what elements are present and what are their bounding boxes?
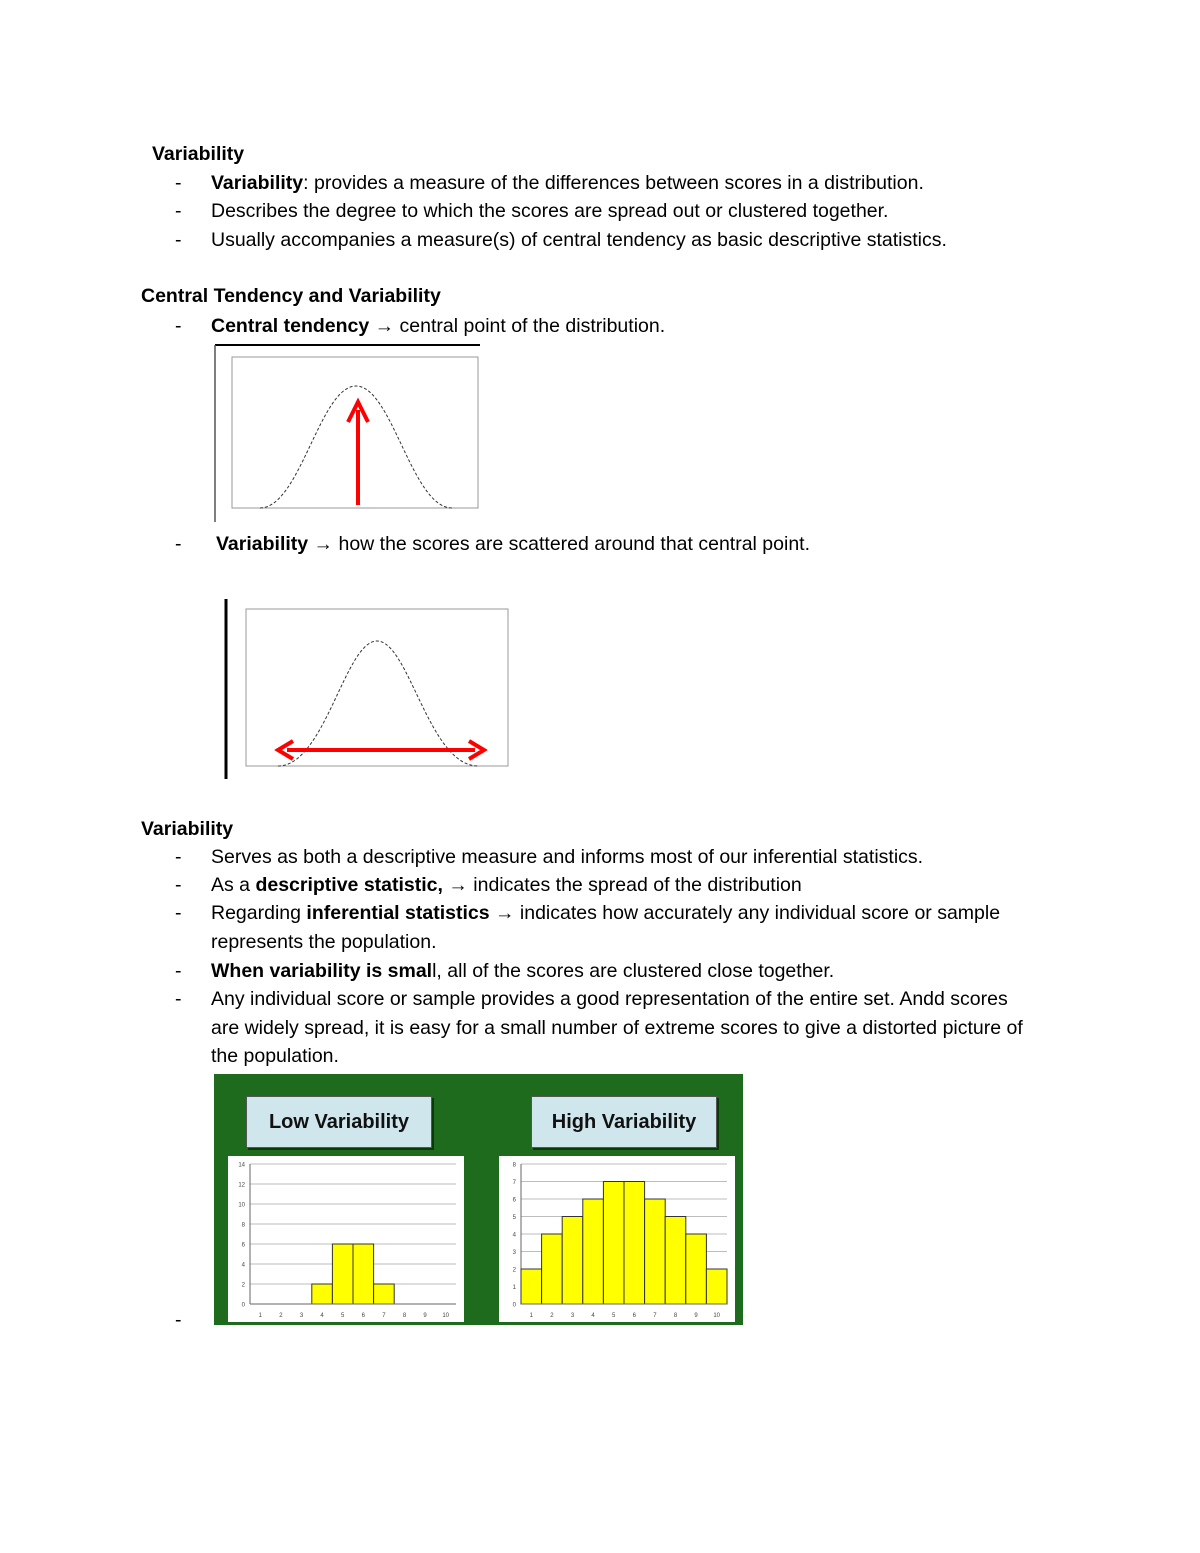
y-tick-label: 2 (241, 1282, 245, 1289)
variability-comparison-figure (214, 1074, 743, 1325)
x-tick-label: 10 (713, 1313, 721, 1319)
section-heading: Variability (152, 143, 245, 165)
x-tick-label: 6 (632, 1313, 636, 1319)
x-tick-label: 7 (653, 1313, 657, 1319)
list-item: Usually accompanies a measure(s) of central tendency as basic descriptive statistics. (211, 229, 947, 251)
y-tick-label: 2 (512, 1267, 516, 1274)
high-variability-label: High Variability (531, 1096, 717, 1148)
bar (542, 1234, 563, 1304)
section-heading: Variability (141, 818, 234, 840)
bar (353, 1244, 374, 1304)
x-tick-label: 9 (423, 1313, 427, 1319)
list-item: Any individual score or sample provides a good representation of the entire set. Andd scores are widely spread, it is easy for a small number of extreme scores to give a distorted picture of the population. (211, 988, 1023, 1067)
y-tick-label: 8 (512, 1162, 516, 1169)
bullet-dash: - (175, 988, 182, 1010)
bullet-dash: - (175, 960, 182, 982)
bar (624, 1182, 645, 1305)
x-tick-label: 5 (612, 1313, 616, 1319)
x-tick-label: 4 (591, 1313, 595, 1319)
y-tick-label: 0 (512, 1302, 516, 1309)
list-item (211, 959, 834, 983)
x-tick-label: 10 (442, 1313, 450, 1319)
y-tick-label: 8 (241, 1222, 245, 1229)
bullet-dash: - (175, 874, 182, 896)
y-tick-label: 10 (238, 1202, 245, 1209)
definition: l, all of the scores are clustered close together. (432, 960, 835, 982)
y-tick-label: 6 (241, 1242, 245, 1249)
prefix: As a (211, 874, 256, 896)
bullet-dash: - (175, 229, 182, 251)
bullet-dash: - (175, 315, 182, 337)
x-tick-label: 2 (550, 1313, 554, 1319)
low-variability-chart (228, 1156, 464, 1322)
y-tick-label: 12 (238, 1182, 245, 1189)
y-tick-label: 7 (512, 1180, 516, 1186)
bar (645, 1199, 666, 1304)
prefix: Regarding (211, 902, 307, 924)
bullet-dash: - (175, 846, 182, 868)
definition: → indicates the spread of the distribution (442, 874, 802, 896)
low-variability-label: Low Variability (246, 1096, 432, 1148)
list-item (211, 873, 802, 897)
y-tick-label: 1 (512, 1285, 516, 1291)
bullet-dash: - (175, 172, 182, 194)
bullet-dash: - (175, 1309, 182, 1331)
list-item: Describes the degree to which the scores are spread out or clustered together. (211, 200, 889, 222)
x-tick-label: 2 (279, 1313, 283, 1319)
term: Variability (216, 533, 309, 555)
y-tick-label: 6 (512, 1197, 516, 1204)
list-item: Serves as both a descriptive measure and informs most of our inferential statistics. (211, 846, 924, 868)
bar (665, 1217, 686, 1305)
bar (374, 1284, 395, 1304)
x-tick-label: 8 (402, 1313, 407, 1319)
list-item (211, 314, 665, 338)
bar (706, 1269, 727, 1304)
bullet-dash: - (175, 533, 182, 555)
bullet-dash: - (175, 902, 182, 924)
x-tick-label: 1 (258, 1313, 262, 1319)
y-tick-label: 4 (241, 1262, 245, 1269)
y-tick-label: 3 (512, 1250, 516, 1256)
definition: → how the scores are scattered around that central point. (308, 533, 810, 555)
definition: → indicates how accurately any individual score or sample represents the population. (211, 902, 1001, 953)
x-tick-label: 3 (570, 1313, 575, 1319)
y-tick-label: 14 (238, 1162, 245, 1169)
term: descriptive statistic, (255, 874, 443, 896)
term: inferential statistics (306, 902, 490, 924)
bar (686, 1234, 707, 1304)
x-tick-label: 9 (694, 1313, 698, 1319)
x-tick-label: 3 (299, 1313, 304, 1319)
x-tick-label: 5 (341, 1313, 345, 1319)
definition: : provides a measure of the differences between scores in a distribution. (303, 172, 924, 194)
high-variability-chart (499, 1156, 735, 1322)
section-heading: Central Tendency and Variability (141, 285, 441, 307)
variability-figure (220, 595, 515, 785)
definition: → central point of the distribution. (369, 315, 666, 337)
term: Central tendency (211, 315, 370, 337)
term: Variability (211, 172, 304, 194)
bullet-dash: - (175, 200, 182, 222)
bar (312, 1284, 333, 1304)
x-tick-label: 4 (320, 1313, 324, 1319)
bar (521, 1269, 542, 1304)
y-tick-label: 5 (512, 1215, 516, 1221)
central-tendency-figure (210, 340, 490, 530)
x-tick-label: 1 (529, 1313, 533, 1319)
term: When variability is smal (211, 960, 433, 982)
x-tick-label: 6 (361, 1313, 365, 1319)
y-tick-label: 0 (241, 1302, 245, 1309)
list-item (216, 532, 810, 556)
x-tick-label: 8 (673, 1313, 678, 1319)
bar (562, 1217, 583, 1305)
list-item (211, 171, 924, 195)
list-item (211, 899, 1031, 956)
y-tick-label: 4 (512, 1232, 516, 1239)
bar (583, 1199, 604, 1304)
bar (332, 1244, 353, 1304)
bar (603, 1182, 624, 1305)
x-tick-label: 7 (382, 1313, 386, 1319)
